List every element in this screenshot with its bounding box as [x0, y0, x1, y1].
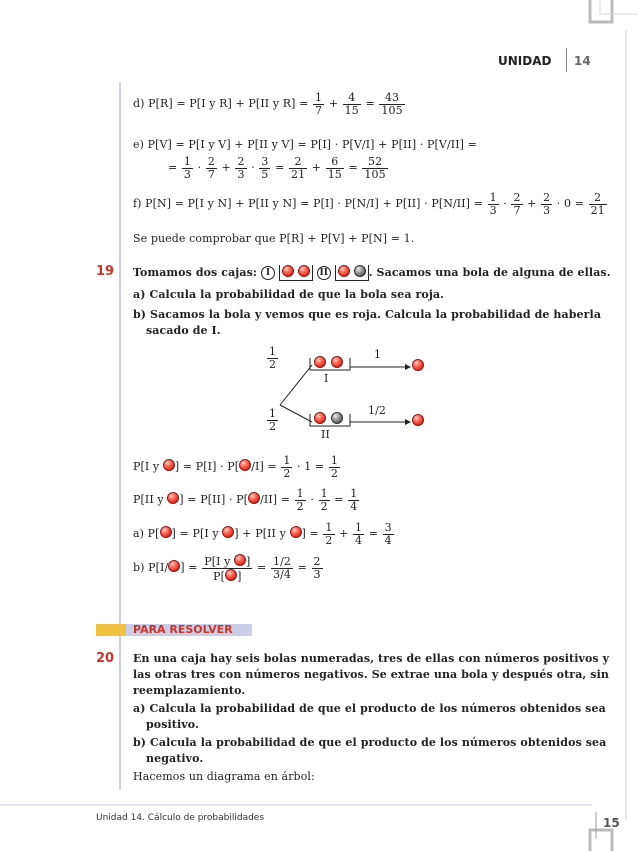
red-ball-icon — [314, 412, 326, 424]
red-ball-icon — [167, 492, 179, 504]
red-ball-icon — [331, 356, 343, 368]
sol-19-line1: P[I y ] = P[I] · P[ /I] = $\frac{1}{2}$ · 1 = $\frac{1}{2}$ — [133, 454, 338, 480]
box-II-label: II — [317, 266, 331, 280]
check-line: Se puede comprobar que P[R] + P[V] + P[N] = 1. — [133, 232, 415, 245]
tree-red-I-prob: 1 — [374, 348, 382, 361]
tree-box-II — [314, 408, 343, 427]
red-ball-icon — [298, 265, 310, 277]
red-ball-icon — [290, 526, 302, 538]
problem-19-b1: b) Sacamos la bola y vemos que es roja. Calcula la probabilidad de haberla — [133, 308, 602, 321]
gray-ball-icon — [331, 412, 343, 424]
sol-19-a: a) P[ ] = P[I y ] + P[II y ] = $\frac{1}{2}$ + $\frac{1}{4}$ = $\frac{3}{4}$ — [133, 521, 392, 547]
red-ball-icon — [225, 569, 237, 581]
tree-box-I-label: I — [324, 372, 329, 385]
problem-20-a1: a) Calcula la probabilidad de que el producto de los números obtenidos sea — [133, 702, 606, 715]
tree-outcome-red-1 — [412, 355, 424, 374]
problem-20-tree-intro: Hacemos un diagrama en árbol: — [133, 770, 315, 783]
red-ball-icon — [163, 459, 175, 471]
red-ball-icon — [168, 560, 180, 572]
red-ball-icon — [160, 526, 172, 538]
problem-19-intro: Tomamos dos cajas: I II . Sacamos una bola de alguna de ellas. — [133, 266, 611, 279]
tree-box-I — [314, 352, 343, 371]
tree-branch-1-prob: $\frac{1}{2}$ — [269, 345, 277, 371]
problem-20-l3: reemplazamiento. — [133, 684, 246, 697]
gray-ball-icon — [354, 265, 366, 277]
red-ball-icon — [412, 359, 424, 371]
red-ball-icon — [314, 356, 326, 368]
problem-19-number: 19 — [96, 264, 115, 279]
line-f: f) P[N] = P[I y N] + P[II y N] = P[I] · P[N/I] + P[II] · P[N/II] = $\frac{1}{3}$ · $\frac{2}{7}$ + $\frac{2}{3}$ · 0 = $\frac{2}{21}$ — [133, 191, 605, 217]
unit-label: UNIDAD — [498, 54, 552, 68]
tree-branch-2-prob: $\frac{1}{2}$ — [269, 407, 277, 433]
problem-20-number: 20 — [96, 651, 115, 666]
line-e1: e) P[V] = P[I y V] + P[II y V] = P[I] · P[V/I] + P[II] · P[V/II] = — [133, 138, 477, 151]
tree-outcome-red-2 — [412, 410, 424, 429]
tree-box-II-label: II — [321, 428, 330, 441]
red-ball-icon — [239, 459, 251, 471]
section-title: PARA RESOLVER — [133, 623, 233, 636]
line-d: d) P[R] = P[I y R] + P[II y R] = $\frac{1}{7}$ + $\frac{4}{15}$ = $\frac{43}{105}$ — [133, 91, 403, 117]
problem-19-b2: sacado de I. — [146, 324, 221, 337]
section-bar-accent — [96, 624, 126, 636]
red-ball-icon — [248, 492, 260, 504]
footer-chapter: Unidad 14. Cálculo de probabilidades — [96, 813, 265, 823]
footer-page-number: 15 — [603, 816, 620, 830]
sol-19-line2: P[II y ] = P[II] · P[ /II] = $\frac{1}{2}$ · $\frac{1}{2}$ = $\frac{1}{4}$ — [133, 487, 358, 513]
header-divider — [566, 48, 567, 72]
box-I-label: I — [261, 266, 275, 280]
unit-number: 14 — [574, 54, 591, 68]
red-ball-icon — [222, 526, 234, 538]
problem-20-l1: En una caja hay seis bolas numeradas, tres de ellas con números positivos y — [133, 652, 610, 665]
problem-20-a2: positivo. — [146, 718, 199, 731]
box-I — [279, 265, 313, 281]
line-e2: = $\frac{1}{3}$ · $\frac{2}{7}$ + $\frac{2}{3}$ · $\frac{3}{5}$ = $\frac{2}{21}$ + $\frac{6}{15}$ = $\frac{52}{105}$ — [168, 155, 386, 181]
red-ball-icon — [338, 265, 350, 277]
problem-20-b2: negativo. — [146, 752, 204, 765]
red-ball-icon — [282, 265, 294, 277]
problem-20-b1: b) Calcula la probabilidad de que el producto de los números obtenidos sea — [133, 736, 607, 749]
red-ball-icon — [412, 414, 424, 426]
box-II — [335, 265, 369, 281]
problem-19-a: a) Calcula la probabilidad de que la bola sea roja. — [133, 288, 445, 301]
red-ball-icon — [234, 554, 246, 566]
problem-20-l2: las otras tres con números negativos. Se extrae una bola y después otra, sin — [133, 668, 609, 681]
tree-red-II-prob: 1/2 — [368, 404, 387, 417]
sol-19-b: b) P[I/ ] = $\frac{\text{P[I y ]}}{P[ ]}$ = $\frac{1/2}{3/4}$ = $\frac{2}{3}$ — [133, 555, 321, 583]
